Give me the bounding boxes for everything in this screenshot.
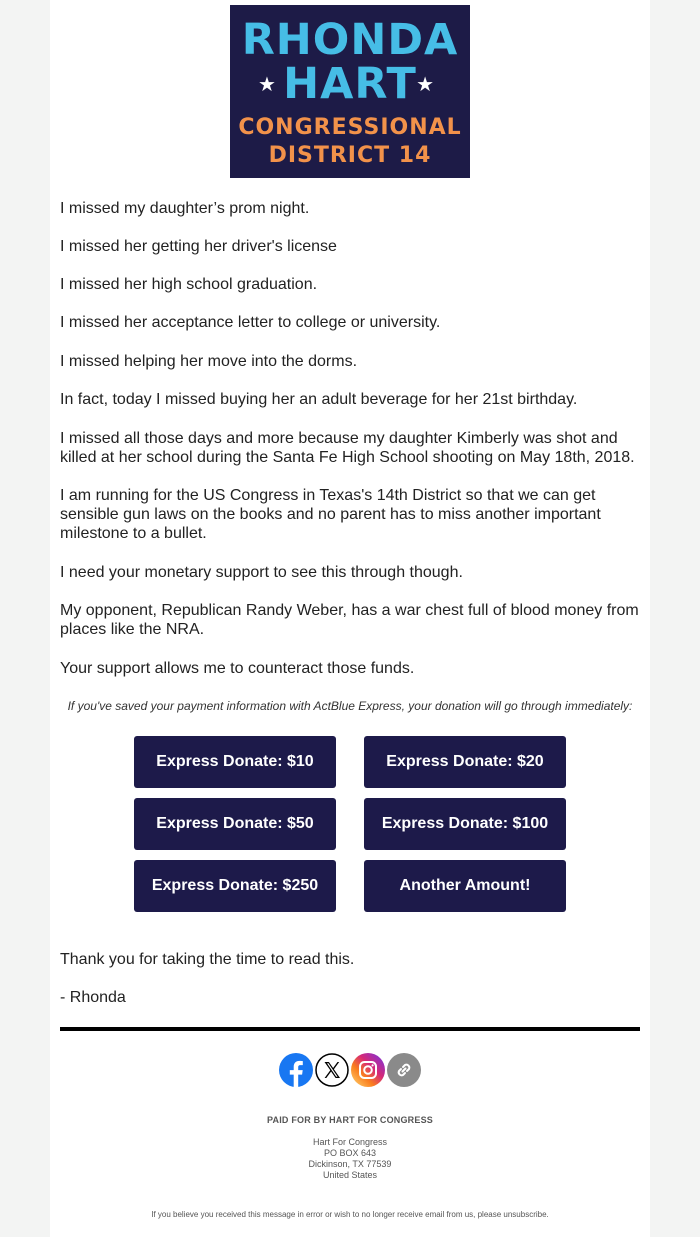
- thanks-text: Thank you for taking the time to read this.: [60, 951, 355, 968]
- address-line: PO BOX 643: [323, 1148, 377, 1158]
- paragraph: I missed my daughter’s prom night.: [60, 200, 310, 217]
- paragraph: I missed all those days and more because my daughter Kimberly was shot and killed at her school during the Santa Fe High School shooting on May 18th, 2018.: [60, 430, 635, 466]
- paragraph: I missed her high school graduation.: [60, 276, 318, 293]
- paragraph: I am running for the US Congress in Texas's 14th District so that we can get sensible gun laws on the books and no parent has to miss another important milestone to a bullet.: [60, 487, 601, 542]
- donate-100-button[interactable]: Express Donate: $100: [364, 798, 566, 850]
- paragraph: I missed helping her move into the dorms.: [60, 353, 358, 370]
- logo-first-name: RHONDA: [241, 15, 459, 65]
- paragraph: I need your monetary support to see this through though.: [60, 564, 463, 581]
- instagram-icon[interactable]: [351, 1053, 385, 1087]
- donate-10-button[interactable]: Express Donate: $10: [134, 736, 336, 788]
- paragraph: My opponent, Republican Randy Weber, has a war chest full of blood money from places like the NRA.: [60, 602, 639, 638]
- divider: [60, 1027, 640, 1031]
- address-line: United States: [322, 1170, 378, 1180]
- address-line: Hart For Congress: [312, 1137, 388, 1147]
- signature: - Rhonda: [60, 989, 126, 1006]
- donate-250-button[interactable]: Express Donate: $250: [134, 860, 336, 912]
- star-icon: ★: [258, 72, 276, 96]
- actblue-express-note: If you've saved your payment information with ActBlue Express, your donation will go through immediately:: [67, 699, 633, 713]
- logo-district: DISTRICT 14: [268, 143, 432, 168]
- email-body: [50, 0, 650, 1237]
- mailing-address: [50, 1137, 650, 1181]
- another-amount-button[interactable]: Another Amount!: [364, 860, 566, 912]
- facebook-icon[interactable]: [279, 1053, 313, 1087]
- logo-office: CONGRESSIONAL: [238, 115, 462, 140]
- link-icon[interactable]: [387, 1053, 421, 1087]
- paragraph: I missed her acceptance letter to college or university.: [60, 314, 441, 331]
- logo-last-name: HART: [283, 59, 417, 109]
- paragraph: Your support allows me to counteract those funds.: [60, 660, 415, 677]
- unsubscribe-text[interactable]: If you believe you received this message in error or wish to no longer receive email from us, please unsubscribe.: [151, 1210, 549, 1219]
- paragraph: In fact, today I missed buying her an adult beverage for her 21st birthday.: [60, 391, 578, 408]
- star-icon: ★: [416, 72, 434, 96]
- donate-20-button[interactable]: Express Donate: $20: [364, 736, 566, 788]
- x-icon[interactable]: [315, 1053, 349, 1087]
- paragraph: I missed her getting her driver's license: [60, 238, 337, 255]
- address-line: Dickinson, TX 77539: [308, 1159, 392, 1169]
- donate-50-button[interactable]: Express Donate: $50: [134, 798, 336, 850]
- campaign-logo: [230, 5, 470, 178]
- paid-for-disclaimer: PAID FOR BY HART FOR CONGRESS: [267, 1115, 433, 1125]
